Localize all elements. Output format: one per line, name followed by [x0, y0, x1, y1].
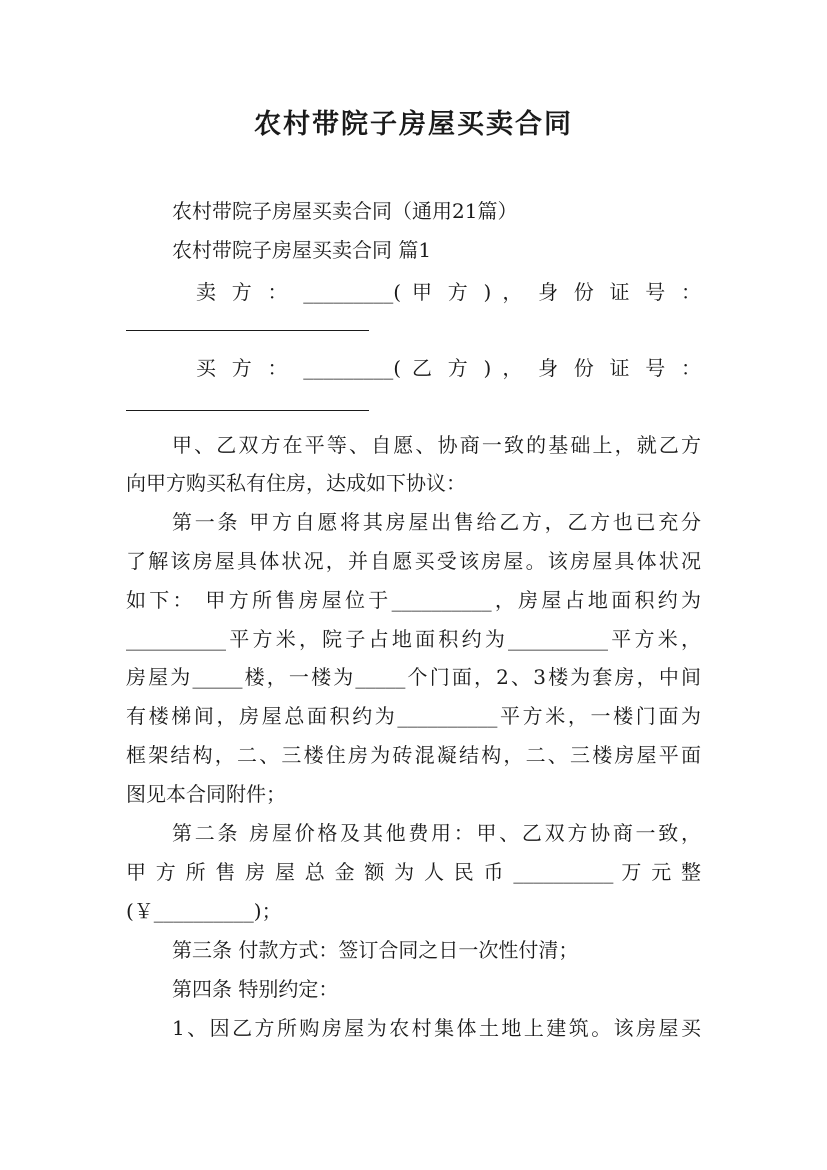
buyer-id-blank — [126, 410, 369, 411]
document-title: 农村带院子房屋买卖合同 — [254, 109, 573, 140]
article-1-line: 了解该房屋具体状况，并自愿买受该房屋。该房屋具体状况 — [126, 549, 701, 573]
article-1-line: 图见本合同附件； — [126, 782, 286, 806]
subtitle-line: 农村带院子房屋买卖合同（通用21篇） — [172, 199, 518, 223]
paragraph-line: 向甲方购买私有住房，达成如下协议： — [126, 471, 466, 495]
paragraph-line: 甲、乙双方在平等、自愿、协商一致的基础上，就乙方 — [172, 433, 701, 457]
article-1-line: 有楼梯间，房屋总面积约为__________平方米，一楼门面为 — [126, 704, 701, 728]
article-2-line: (￥__________)； — [126, 899, 282, 923]
article-1-line: 如下： 甲方所售房屋位于__________，房屋占地面积约为 — [126, 588, 701, 612]
article-1-line: __________平方米，院子占地面积约为__________平方米， — [126, 627, 701, 651]
section-heading: 农村带院子房屋买卖合同 篇1 — [172, 238, 432, 262]
seller-line: 卖 方 ： _________( 甲 方 ) ， 身 份 证 号 ： — [196, 280, 701, 304]
clause-line: 1、因乙方所购房屋为农村集体土地上建筑。该房屋买 — [172, 1016, 701, 1040]
seller-id-blank — [126, 330, 369, 331]
article-1-line: 框架结构，二、三楼住房为砖混凝结构，二、三楼房屋平面 — [126, 743, 701, 767]
article-3-line: 第三条 付款方式：签订合同之日一次性付清； — [172, 938, 579, 962]
buyer-line: 买 方 ： _________( 乙 方 ) ， 身 份 证 号 ： — [196, 356, 701, 380]
article-2-line: 甲 方 所 售 房 屋 总 金 额 为 人 民 币 __________ 万 元 整 — [126, 860, 701, 884]
article-1-line: 房屋为_____楼，一楼为_____个门面，2、3楼为套房，中间 — [126, 665, 701, 689]
article-2-line: 第二条 房屋价格及其他费用：甲、乙双方协商一致， — [172, 821, 701, 845]
article-4-line: 第四条 特别约定： — [172, 977, 339, 1001]
article-1-line: 第一条 甲方自愿将其房屋出售给乙方，乙方也已充分 — [172, 510, 701, 534]
